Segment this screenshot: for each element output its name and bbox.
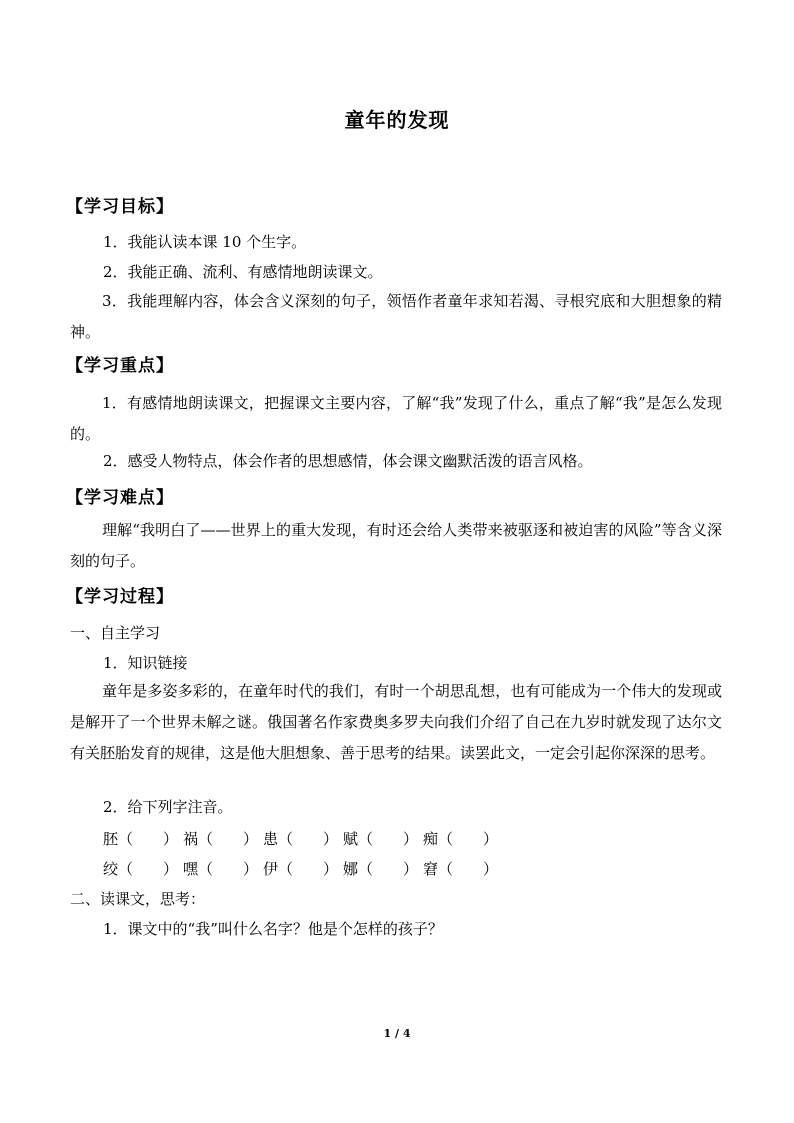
keypoint-item-2: 2．感受人物特点，体会作者的思想感情，体会课文幽默活泼的语言风格。 bbox=[103, 452, 593, 470]
part1-title: 一、自主学习 bbox=[70, 624, 161, 642]
section-heading-process: 【学习过程】 bbox=[66, 587, 174, 607]
difficulty-text: 理解“我明白了——世界上的重大发现，有时还会给人类带来被驱逐和被迫害的风险”等含义深刻的句子。 bbox=[70, 521, 722, 570]
pinyin-item: 伊（ ） bbox=[263, 860, 339, 878]
pinyin-item: 娜（ ） bbox=[343, 860, 419, 878]
pinyin-item: 绞（ ） bbox=[103, 860, 179, 878]
knowledge-text: 童年是多姿多彩的，在童年时代的我们，有时一个胡思乱想，也有可能成为一个伟大的发现或是解开了一个世界未解之谜。俄国著名作家费奥多罗夫向我们介绍了自己在九岁时就发现了达尔文有关胚胎发育的规律，这是他大胆想象、善于思考的结果。读罢此文，一定会引起你深深的思考。 bbox=[70, 682, 722, 762]
goal-item-2: 2．我能正确、流利、有感情地朗读课文。 bbox=[103, 263, 383, 281]
section-heading-difficulty: 【学习难点】 bbox=[66, 488, 174, 508]
pinyin-item: 赋（ ） bbox=[343, 830, 419, 848]
knowledge-title: 1．知识链接 bbox=[103, 654, 188, 672]
page-number: 1 / 4 bbox=[383, 1027, 411, 1040]
page-title: 童年的发现 bbox=[344, 108, 450, 132]
pinyin-title: 2．给下列字注音。 bbox=[103, 798, 233, 816]
pinyin-row-1 bbox=[103, 829, 503, 849]
pinyin-row-2 bbox=[103, 859, 503, 879]
part2-title: 二、读课文，思考： bbox=[70, 890, 206, 908]
goal-item-3: 3．我能理解内容，体会含义深刻的句子，领悟作者童年求知若渴、寻根究底和大胆想象的精神。 bbox=[70, 292, 722, 341]
pinyin-item: 祸（ ） bbox=[183, 830, 259, 848]
section-heading-goals: 【学习目标】 bbox=[66, 197, 174, 217]
pinyin-item: 嘿（ ） bbox=[183, 860, 259, 878]
pinyin-item: 患（ ） bbox=[263, 830, 339, 848]
pinyin-item: 窘（ ） bbox=[423, 860, 499, 878]
keypoint-item-1: 1．有感情地朗读课文，把握课文主要内容，了解“我”发现了什么，重点了解“我”是怎么发现的。 bbox=[70, 394, 722, 443]
pinyin-item: 痴（ ） bbox=[423, 830, 499, 848]
question-1: 1．课文中的“我”叫什么名字？他是个怎样的孩子？ bbox=[103, 920, 443, 938]
goal-item-1: 1．我能认读本课 10 个生字。 bbox=[103, 233, 307, 251]
section-heading-keypoints: 【学习重点】 bbox=[66, 356, 174, 376]
pinyin-item: 胚（ ） bbox=[103, 830, 179, 848]
